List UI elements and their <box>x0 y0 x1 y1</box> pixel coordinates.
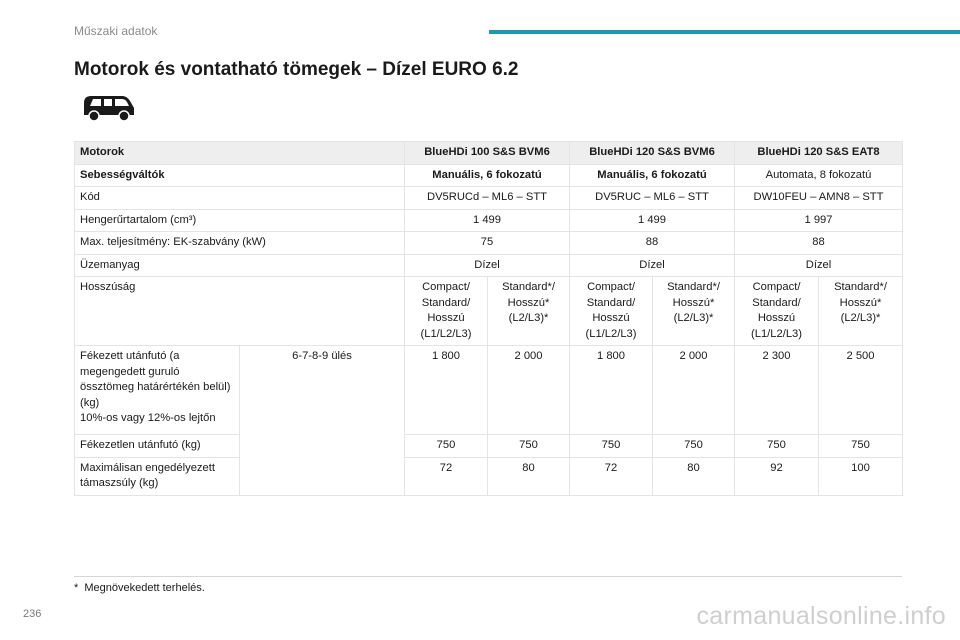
fuel-3: Dízel <box>735 254 903 277</box>
braked-2: 2 000 <box>488 346 570 435</box>
unbraked-3: 750 <box>570 435 653 458</box>
braked-4: 2 000 <box>653 346 735 435</box>
gearbox-3: Automata, 8 fokozatú <box>735 164 903 187</box>
row-label-codes: Kód <box>75 187 405 210</box>
capacity-3: 1 997 <box>735 209 903 232</box>
noseweight-1: 72 <box>405 457 488 495</box>
noseweight-5: 92 <box>735 457 819 495</box>
table-row-unbraked-trailer <box>75 435 903 458</box>
unbraked-6: 750 <box>819 435 903 458</box>
unbraked-4: 750 <box>653 435 735 458</box>
unbraked-5: 750 <box>735 435 819 458</box>
braked-3: 1 800 <box>570 346 653 435</box>
footnote <box>74 582 205 594</box>
power-1: 75 <box>405 232 570 255</box>
table-row-capacity <box>75 209 903 232</box>
table-row-length <box>75 277 903 346</box>
length-2: Standard*/ Hosszú* (L2/L3)* <box>488 277 570 346</box>
row-label-fuel: Üzemanyag <box>75 254 405 277</box>
watermark: carmanualsonline.info <box>696 602 946 630</box>
braked-5: 2 300 <box>735 346 819 435</box>
power-2: 88 <box>570 232 735 255</box>
table-row-noseweight <box>75 457 903 495</box>
footnote-marker: * <box>74 582 79 594</box>
row-label-noseweight: Maximálisan engedélyezett támaszsúly (kg) <box>75 457 240 495</box>
noseweight-2: 80 <box>488 457 570 495</box>
length-5: Compact/ Standard/ Hosszú (L1/L2/L3) <box>735 277 819 346</box>
unbraked-2: 750 <box>488 435 570 458</box>
seats-label: 6-7-8-9 ülés <box>240 346 405 496</box>
engine-header-2: BlueHDi 120 S&S BVM6 <box>570 142 735 165</box>
engine-header-1: BlueHDi 100 S&S BVM6 <box>405 142 570 165</box>
row-label-engines: Motorok <box>75 142 405 165</box>
row-label-gearboxes: Sebességváltók <box>75 164 405 187</box>
footnote-divider <box>74 576 902 577</box>
length-4: Standard*/ Hosszú* (L2/L3)* <box>653 277 735 346</box>
table-row-fuel <box>75 254 903 277</box>
page-number: 236 <box>23 608 42 620</box>
engine-specs-table <box>74 141 903 496</box>
code-1: DV5RUCd – ML6 – STT <box>405 187 570 210</box>
row-label-power: Max. teljesítmény: EK-szabvány (kW) <box>75 232 405 255</box>
gearbox-2: Manuális, 6 fokozatú <box>570 164 735 187</box>
row-label-length: Hosszúság <box>75 277 405 346</box>
row-label-capacity: Hengerűrtartalom (cm³) <box>75 209 405 232</box>
code-3: DW10FEU – AMN8 – STT <box>735 187 903 210</box>
fuel-1: Dízel <box>405 254 570 277</box>
noseweight-3: 72 <box>570 457 653 495</box>
table-row-engines <box>75 142 903 165</box>
section-label: Műszaki adatok <box>74 24 158 38</box>
table-row-power <box>75 232 903 255</box>
van-icon <box>82 93 136 123</box>
length-3: Compact/ Standard/ Hosszú (L1/L2/L3) <box>570 277 653 346</box>
gearbox-1: Manuális, 6 fokozatú <box>405 164 570 187</box>
section-accent-bar <box>489 30 960 34</box>
capacity-2: 1 499 <box>570 209 735 232</box>
noseweight-4: 80 <box>653 457 735 495</box>
length-6: Standard*/ Hosszú* (L2/L3)* <box>819 277 903 346</box>
braked-1: 1 800 <box>405 346 488 435</box>
engine-header-3: BlueHDi 120 S&S EAT8 <box>735 142 903 165</box>
fuel-2: Dízel <box>570 254 735 277</box>
table-row-gearboxes <box>75 164 903 187</box>
row-label-unbraked-trailer: Fékezetlen utánfutó (kg) <box>75 435 240 458</box>
noseweight-6: 100 <box>819 457 903 495</box>
table-row-braked-trailer <box>75 346 903 435</box>
footnote-text: Megnövekedett terhelés. <box>84 582 205 594</box>
row-label-braked-trailer: Fékezett utánfutó (a megengedett guruló össztömeg határértékén belül) (kg) 10%-os vagy 12%-os lejtőn <box>75 346 240 435</box>
braked-6: 2 500 <box>819 346 903 435</box>
length-1: Compact/ Standard/ Hosszú (L1/L2/L3) <box>405 277 488 346</box>
unbraked-1: 750 <box>405 435 488 458</box>
page-title: Motorok és vontatható tömegek – Dízel EURO 6.2 <box>74 59 519 80</box>
capacity-1: 1 499 <box>405 209 570 232</box>
code-2: DV5RUC – ML6 – STT <box>570 187 735 210</box>
power-3: 88 <box>735 232 903 255</box>
table-row-codes <box>75 187 903 210</box>
